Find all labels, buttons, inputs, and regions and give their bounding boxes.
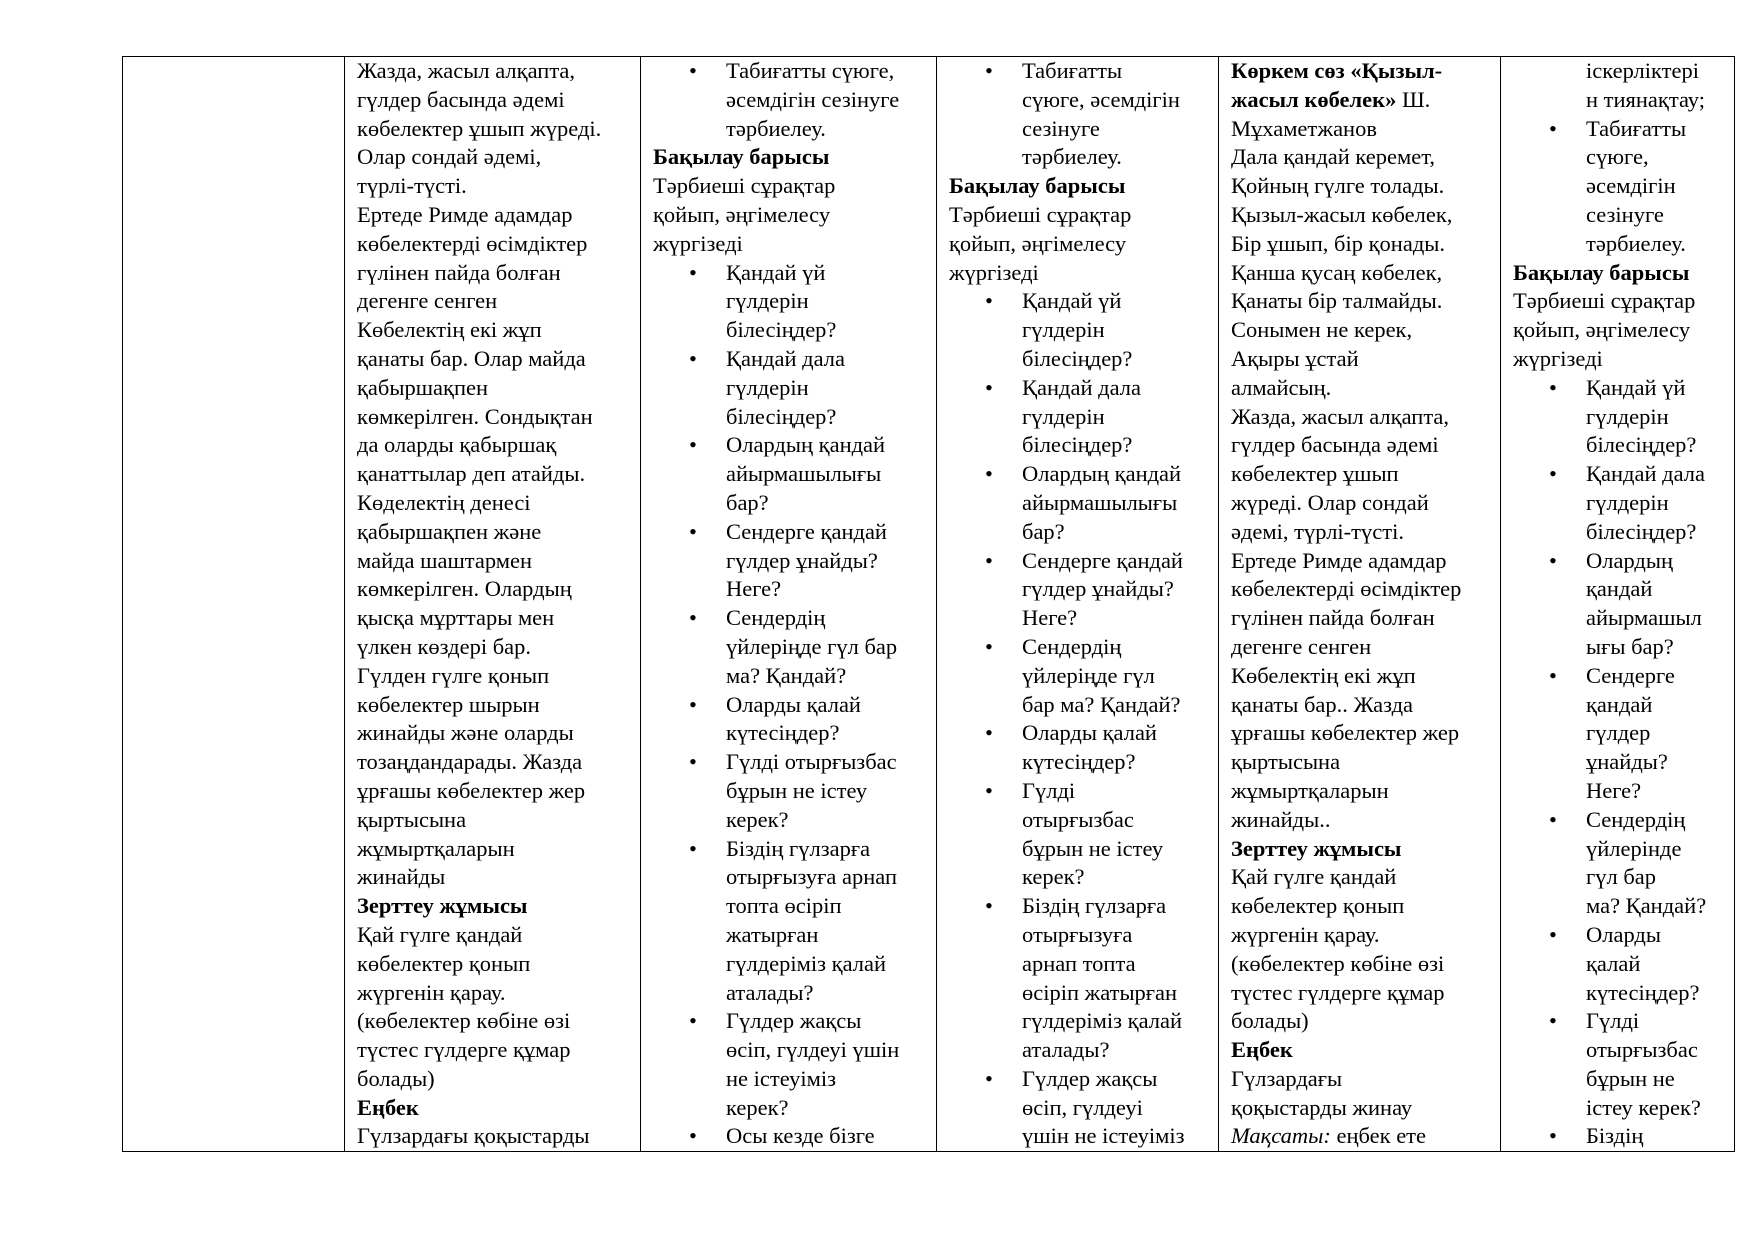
bullet-icon: • (985, 374, 993, 400)
text-line: гүлдеріміз қалай (1022, 1008, 1183, 1034)
text-line: Дала қандай керемет, (1231, 144, 1436, 170)
bullet-icon: • (689, 835, 697, 861)
list-item (1513, 460, 1726, 546)
text-line: үшін не істеуіміз (1022, 1123, 1185, 1149)
list-item (653, 345, 928, 431)
text-line: Қойның гүлге толады. (1231, 173, 1445, 199)
text-run: Ш. (1396, 86, 1431, 112)
text-line: қойып, әңгімелесу (1513, 317, 1691, 343)
text-line: гүлдерін (1022, 317, 1105, 343)
bullet-icon: • (985, 547, 993, 573)
text-line: Еңбек (1231, 1037, 1293, 1063)
text-line: ұрғашы көбелектер жер (357, 777, 586, 803)
bullet-icon: • (1549, 547, 1557, 573)
bullet-icon: • (1549, 374, 1557, 400)
list-item (1513, 1007, 1726, 1122)
text-run: Мұхаметжанов (1231, 115, 1377, 141)
text-line: жұмыртқаларын (357, 835, 515, 861)
list-item (949, 287, 1210, 373)
text-line: көбелектер шырын (357, 691, 540, 717)
text-line: айырмашылығы (1022, 489, 1178, 515)
text-line: не істеуіміз (726, 1065, 837, 1091)
section-heading (949, 172, 1210, 201)
text-line: болады) (1231, 1008, 1309, 1034)
table-cell-4 (937, 57, 1219, 1152)
bullet-icon: • (1549, 806, 1557, 832)
text-line: Қызыл-жасыл көбелек, (1231, 201, 1453, 227)
table-row (123, 57, 1735, 1152)
text-line: аталады? (726, 979, 814, 1005)
text-line: бар? (1022, 518, 1065, 544)
text-line: Сендердің (1022, 633, 1122, 659)
text-line: Біздің гүлзарға (1022, 893, 1167, 919)
text-line: Гүлзардағы (1231, 1065, 1343, 1091)
list-item (653, 1007, 928, 1122)
text-line (1231, 57, 1492, 86)
bullet-icon: • (985, 461, 993, 487)
list-item (949, 374, 1210, 460)
text-line: Табиғатты сүюге, (726, 58, 895, 83)
bullet-icon: • (1549, 1008, 1557, 1034)
text-line: Гүлдер жақсы (1022, 1065, 1158, 1091)
text-line: әсемдігін сезінуге (726, 86, 900, 112)
text-line: көбелектер қонып (357, 950, 531, 976)
text-line: гүлдерін (1022, 403, 1105, 429)
text-line: арнап топта (1022, 950, 1136, 976)
text-line: көбелектерді өсімдіктер (357, 230, 588, 256)
text-line: Көбелектің екі жұп (1231, 662, 1416, 688)
text-line: отырғызбас (1586, 1037, 1698, 1063)
list-item (1513, 115, 1726, 259)
text-line: Бақылау барысы (949, 173, 1126, 199)
text-line: түстес гүлдерге құмар (357, 1037, 571, 1063)
bullet-icon: • (689, 605, 697, 631)
text-line: Қандай үй (726, 259, 826, 285)
text-line: ұрғашы көбелектер жер (1231, 720, 1460, 746)
text-line: да оларды қабыршақ (357, 432, 557, 458)
bullet-icon: • (689, 259, 697, 285)
text-line: Қай гүлге қандай (357, 921, 523, 947)
bullet-icon: • (689, 345, 697, 371)
text-line: Қандай үй (1022, 288, 1122, 314)
table-cell-3 (641, 57, 937, 1152)
text-line: қанаты бар. Олар майда (357, 345, 586, 371)
bullet-icon: • (1549, 115, 1557, 141)
text-line: Көбелектің екі жұп (357, 317, 542, 343)
text-line: Олар сондай әдемі, (357, 144, 542, 170)
section-heading (1231, 1036, 1492, 1065)
section-heading (1231, 835, 1492, 864)
text-line: қандай (1586, 691, 1653, 717)
text-line: алмайсың. (1231, 374, 1332, 400)
text-line: бұрын не істеу (726, 777, 868, 803)
text-line: қанаты бар.. Жазда (1231, 691, 1413, 717)
bullet-icon: • (985, 58, 993, 83)
text-line: жинайды.. (1231, 806, 1331, 832)
text-line: керек? (1022, 864, 1085, 890)
section-heading (357, 1094, 632, 1123)
text-line: Зерттеу жұмысы (1231, 835, 1402, 861)
text-line: қандай (1586, 576, 1653, 602)
text-line: Оларды қалай (1022, 720, 1157, 746)
text-line: қалай (1586, 950, 1641, 976)
text-line: Неге? (1586, 777, 1642, 803)
text-line: айырмашылығы (726, 461, 882, 487)
text-line: қабыршақпен және (357, 518, 542, 544)
text-line: өсіп, гүлдеуі (1022, 1094, 1143, 1120)
paragraph (357, 57, 632, 892)
bullet-icon: • (689, 518, 697, 544)
text-line: Біздің (1586, 1123, 1644, 1149)
text-line: Сендерге қандай (1022, 547, 1183, 573)
list-item (653, 518, 928, 604)
text-line: жинайды (357, 864, 446, 890)
text-line: (көбелектер көбіне өзі (357, 1008, 571, 1034)
text-line: күтесіңдер? (726, 720, 840, 746)
text-line: білесіңдер? (1586, 518, 1697, 544)
list-item (949, 460, 1210, 546)
text-line: әсемдігін (1586, 173, 1676, 199)
text-line: Тәрбиеші сұрақтар (1513, 288, 1696, 314)
list-item (949, 1065, 1210, 1151)
text-line: күтесіңдер? (1586, 979, 1700, 1005)
text-line: өсіп, гүлдеуі үшін (726, 1037, 900, 1063)
text-line: гүлдерін (726, 288, 809, 314)
text-line: Неге? (1022, 605, 1078, 631)
text-line: Табиғатты (1022, 58, 1123, 83)
text-line: гүлдер ұнайды? (1022, 576, 1174, 602)
bullet-icon: • (689, 432, 697, 458)
paragraph (1231, 143, 1492, 834)
list-item (653, 691, 928, 749)
bold-text: Көркем сөз «Қызыл- (1231, 58, 1443, 83)
bullet-icon: • (1549, 1123, 1557, 1149)
bold-text: жасыл көбелек» (1231, 86, 1397, 112)
text-line: Бақылау барысы (653, 144, 830, 170)
text-line: Олардың (1586, 547, 1674, 573)
text-line: ұнайды? (1586, 749, 1668, 775)
list-item (653, 835, 928, 1008)
bullet-icon: • (1549, 461, 1557, 487)
paragraph (1231, 863, 1492, 1036)
text-line: Қандай дала (1586, 461, 1705, 487)
text-line: отырғызуға арнап (726, 864, 898, 890)
text-line: Сендердің (1586, 806, 1686, 832)
list-item (949, 633, 1210, 719)
text-line: Сендерге қандай (726, 518, 887, 544)
text-line: айырмашыл (1586, 605, 1702, 631)
text-line: Ертеде Римде адамдар (1231, 547, 1447, 573)
text-line: үйлеріңде гүл (1022, 662, 1155, 688)
bullet-icon: • (689, 1008, 697, 1034)
bullet-icon: • (689, 691, 697, 717)
text-line: Қай гүлге қандай (1231, 864, 1397, 890)
table-cell-5 (1219, 57, 1501, 1152)
text-line: көбелектер ұшып (1231, 461, 1399, 487)
paragraph (357, 1122, 632, 1151)
text-line: жинайды және оларды (357, 720, 574, 746)
text-line: гүлдер басында әдемі (1231, 432, 1439, 458)
text-line: Зерттеу жұмысы (357, 893, 528, 919)
text-line: жүреді. Олар сондай (1231, 489, 1429, 515)
text-line: Гүлдер жақсы (726, 1008, 862, 1034)
list-item (1513, 547, 1726, 662)
list-item (949, 547, 1210, 633)
list-item (1513, 374, 1726, 460)
paragraph (357, 921, 632, 1094)
text-line: Олардың қандай (1022, 461, 1182, 487)
text-line: қойып, әңгімелесу (949, 230, 1127, 256)
section-heading (357, 892, 632, 921)
section-heading (1513, 259, 1726, 288)
text-line: гүлдеріміз қалай (726, 950, 887, 976)
text-line: майда шаштармен (357, 547, 533, 573)
text-line: жүргенін қарау. (357, 979, 506, 1005)
list-item (653, 1122, 928, 1151)
text-line: ығы бар? (1586, 633, 1674, 659)
list-item (1513, 921, 1726, 1007)
text-line: Табиғатты (1586, 115, 1687, 141)
text-line: сүюге, (1586, 144, 1649, 170)
text-line: түстес гүлдерге құмар (1231, 979, 1445, 1005)
text-line: жатырған (726, 921, 819, 947)
text-line: Қандай дала (726, 345, 845, 371)
bullet-icon: • (985, 777, 993, 803)
text-line: Осы кезде бізге (726, 1123, 875, 1149)
bullet-icon: • (985, 633, 993, 659)
text-line: Қанаты бір талмайды. (1231, 288, 1443, 314)
list-item (949, 892, 1210, 1065)
text-line: өсіріп жатырған (1022, 979, 1178, 1005)
text-line: аталады? (1022, 1037, 1110, 1063)
text-line: білесіңдер? (726, 403, 837, 429)
text-line: Ертеде Римде адамдар (357, 201, 573, 227)
text-line: гүлінен пайда болған (1231, 605, 1435, 631)
text-line: Гүлді (1586, 1008, 1640, 1034)
text-line: гүл бар (1586, 864, 1657, 890)
text-line: дегенге сенген (357, 288, 498, 314)
text-line: (көбелектер көбіне өзі (1231, 950, 1445, 976)
text-line: үйлерінде (1586, 835, 1682, 861)
bullet-icon: • (689, 1123, 697, 1149)
text-line: үлкен көздері бар. (357, 633, 532, 659)
text-line: отырғызбас (1022, 806, 1134, 832)
text-line: гүлдер ұнайды? (726, 547, 878, 573)
text-line: көмкерілген. Сондықтан (357, 403, 593, 429)
text-line: білесіңдер? (726, 317, 837, 343)
text-line: сезінуге (1022, 115, 1100, 141)
text-line: қыртысына (1231, 749, 1341, 775)
text-line: Гүлді отырғызбас (726, 749, 897, 775)
text-line: көбелектерді өсімдіктер (1231, 576, 1462, 602)
list-item (949, 777, 1210, 892)
text-run: еңбек ете (1330, 1123, 1426, 1149)
paragraph (1231, 1122, 1492, 1151)
text-line: тозаңдандарады. Жазда (357, 749, 583, 775)
text-line: бар? (726, 489, 769, 515)
italic-text: Мақсаты: (1231, 1123, 1331, 1149)
text-line: жұмыртқаларын (1231, 777, 1389, 803)
text-line: жүргізеді (653, 230, 743, 256)
text-line: болады) (357, 1065, 435, 1091)
text-line: гүлінен пайда болған (357, 259, 561, 285)
text-line: қоқыстарды жинау (1231, 1094, 1413, 1120)
bullet-icon: • (689, 58, 697, 83)
text-line: Бір ұшып, бір қонады. (1231, 230, 1446, 256)
list-continuation (1513, 57, 1726, 115)
text-line: гүлдерін (1586, 489, 1669, 515)
text-line: гүлдерін (726, 374, 809, 400)
list-item (949, 57, 1210, 172)
text-line: тәрбиелеу. (726, 115, 826, 141)
text-line: Біздің гүлзарға (726, 835, 871, 861)
text-line: әдемі, түрлі-түсті. (1231, 518, 1404, 544)
plan-table (122, 56, 1735, 1152)
text-line: қыртысына (357, 806, 467, 832)
text-line: қойып, әңгімелесу (653, 201, 831, 227)
text-line: тәрбиелеу. (1586, 230, 1686, 256)
text-line: керек? (726, 1094, 789, 1120)
paragraph (653, 172, 928, 258)
text-line: гүлдер (1586, 720, 1651, 746)
bullet-icon: • (985, 720, 993, 746)
text-line: білесіңдер? (1022, 432, 1133, 458)
bullet-icon: • (985, 893, 993, 919)
text-line: жүргізеді (1513, 345, 1603, 371)
text-line: Тәрбиеші сұрақтар (949, 201, 1132, 227)
text-line: Гүлді (1022, 777, 1076, 803)
text-line: қабыршақпен (357, 374, 489, 400)
text-line: Қандай үй (1586, 374, 1686, 400)
paragraph (1231, 57, 1492, 143)
text-line: ма? Қандай? (726, 662, 847, 688)
text-line: жүргенін қарау. (1231, 921, 1380, 947)
list-item (653, 748, 928, 834)
text-line: істеу керек? (1586, 1094, 1701, 1120)
text-line: Неге? (726, 576, 782, 602)
list-item (653, 57, 928, 143)
table-cell-1 (123, 57, 345, 1152)
text-line: сезінуге (1586, 201, 1664, 227)
text-line: Олардың қандай (726, 432, 886, 458)
text-line: бұрын не істеу (1022, 835, 1164, 861)
text-line: сүюге, әсемдігін (1022, 86, 1180, 112)
text-line: көбелектер қонып (1231, 893, 1405, 919)
paragraph (1231, 1065, 1492, 1123)
list-item (653, 431, 928, 517)
text-line: Көделектің денесі (357, 489, 531, 515)
bullet-icon: • (1549, 662, 1557, 688)
text-line: дегенге сенген (1231, 633, 1372, 659)
text-line: Қандай дала (1022, 374, 1141, 400)
text-line: Оларды (1586, 921, 1661, 947)
text-line: жүргізеді (949, 259, 1039, 285)
text-line: көмкерілген. Олардың (357, 576, 572, 602)
text-line: Жазда, жасыл алқапта, (1231, 403, 1450, 429)
text-line: үйлеріңде гүл бар (726, 633, 898, 659)
text-line: н тиянақтау; (1586, 86, 1706, 112)
bullet-icon: • (1549, 921, 1557, 947)
text-line: Гүлден гүлге қонып (357, 662, 550, 688)
text-line: Оларды қалай (726, 691, 861, 717)
text-line: Сендердің (726, 605, 826, 631)
text-line: Гүлзардағы қоқыстарды (357, 1123, 590, 1149)
bullet-icon: • (985, 288, 993, 314)
text-line: бұрын не (1586, 1065, 1675, 1091)
text-line: Сендерге (1586, 662, 1675, 688)
text-line: көбелектер ұшып жүреді. (357, 115, 602, 141)
text-line: Тәрбиеші сұрақтар (653, 173, 836, 199)
text-line: қанаттылар деп атайды. (357, 461, 586, 487)
section-heading (653, 143, 928, 172)
text-line: білесіңдер? (1022, 345, 1133, 371)
bullet-icon: • (689, 749, 697, 775)
text-line (1231, 86, 1492, 115)
text-line: білесіңдер? (1586, 432, 1697, 458)
paragraph (949, 201, 1210, 287)
list-item (1513, 806, 1726, 921)
list-item (949, 719, 1210, 777)
text-line: гүлдер басында әдемі (357, 86, 565, 112)
text-line: іскерліктері (1586, 58, 1699, 83)
list-item (653, 259, 928, 345)
table-cell-2 (345, 57, 641, 1152)
paragraph (1513, 287, 1726, 373)
list-item (1513, 1122, 1726, 1151)
text-line: бар ма? Қандай? (1022, 691, 1181, 717)
text-line: Қанша қусаң көбелек, (1231, 259, 1443, 285)
text-line: тәрбиелеу. (1022, 144, 1122, 170)
bullet-icon: • (985, 1065, 993, 1091)
text-line: ма? Қандай? (1586, 893, 1707, 919)
text-line: күтесіңдер? (1022, 749, 1136, 775)
text-line: Бақылау барысы (1513, 259, 1690, 285)
text-line: керек? (726, 806, 789, 832)
text-line (1231, 115, 1492, 144)
text-line: қысқа мұрттары мен (357, 605, 555, 631)
text-line: отырғызуға (1022, 921, 1133, 947)
text-line (1231, 1122, 1492, 1151)
list-item (653, 604, 928, 690)
text-line: Жазда, жасыл алқапта, (357, 58, 576, 83)
text-line: гүлдерін (1586, 403, 1669, 429)
text-line: түрлі-түсті. (357, 173, 467, 199)
text-line: топта өсіріп (726, 893, 842, 919)
list-item (1513, 662, 1726, 806)
table-cell-6 (1501, 57, 1735, 1152)
text-line: Сонымен не керек, (1231, 317, 1413, 343)
text-line: Ақыры ұстай (1231, 345, 1359, 371)
text-line: Еңбек (357, 1094, 419, 1120)
